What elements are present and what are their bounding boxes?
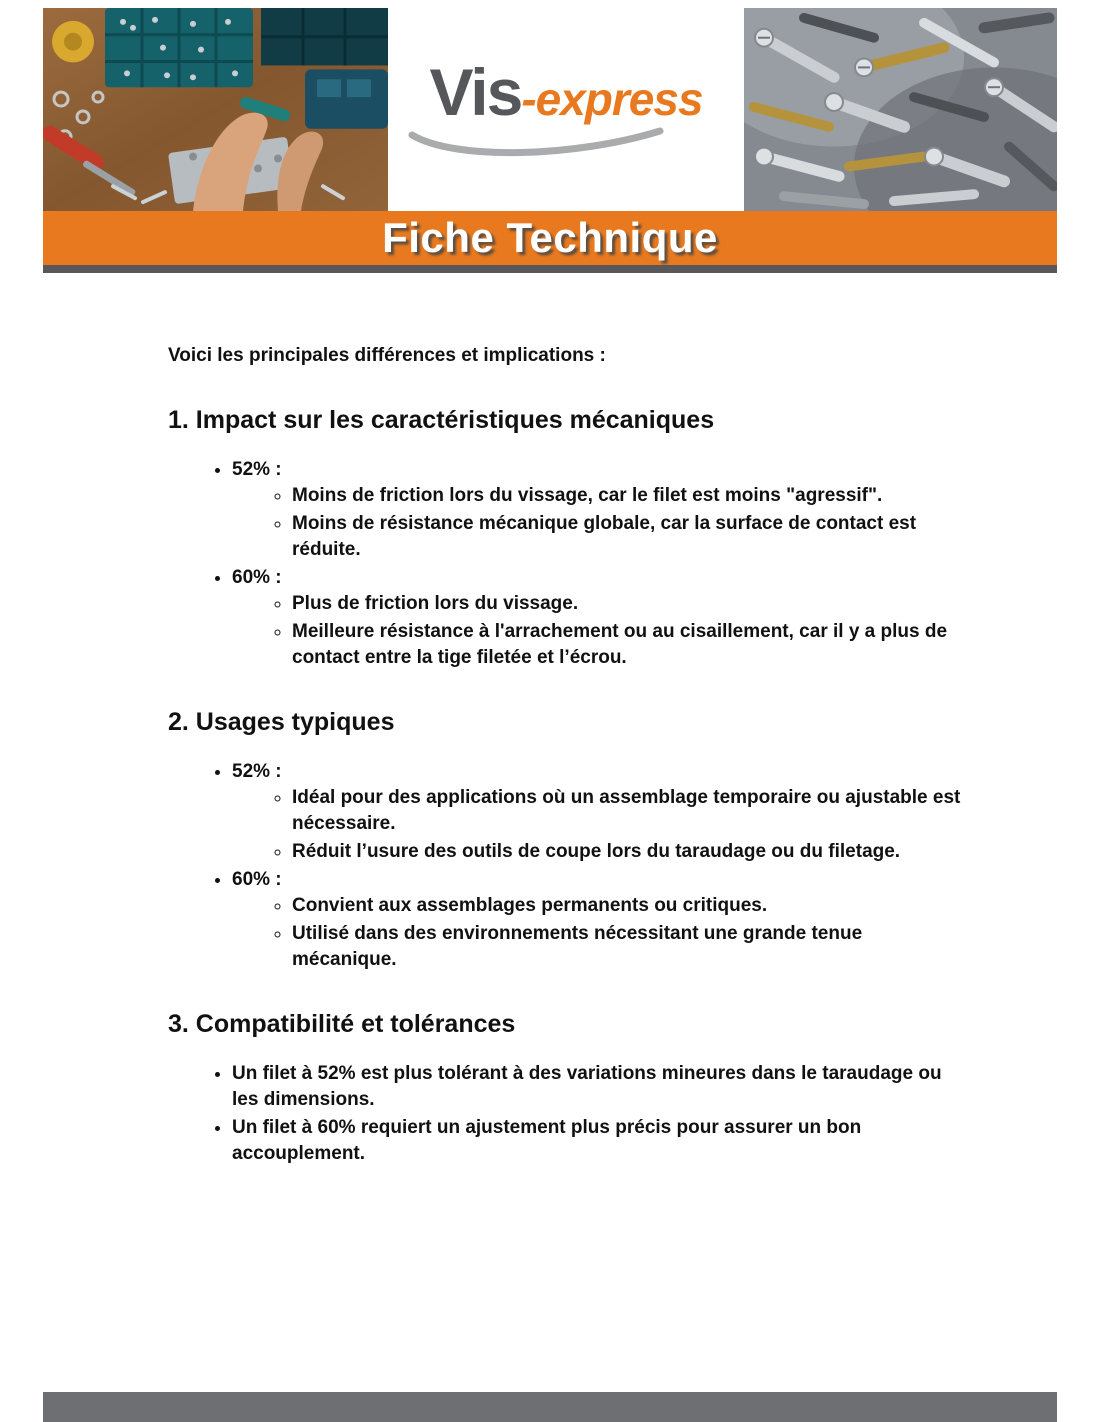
banner-shadow <box>43 265 1057 273</box>
logo <box>388 8 744 211</box>
logo-text <box>429 54 703 129</box>
sublist <box>232 893 971 973</box>
header <box>43 8 1057 211</box>
list-subitem: ◦ Réduit l’usure des outils de coupe lors du taraudage ou du filetage. <box>292 839 971 865</box>
section-list <box>168 759 971 973</box>
section-list <box>168 1061 971 1167</box>
document-body <box>43 273 1057 1167</box>
screws-photo-illustration <box>744 8 1057 211</box>
list-subitem: ◦ Idéal pour des applications où un assemblage temporaire ou ajustable est nécessaire. <box>292 785 971 837</box>
logo-swoosh-icon <box>406 127 666 161</box>
list-item <box>232 565 971 671</box>
list-item-label: 60% : <box>232 567 282 588</box>
list-item-label: 52% : <box>232 459 282 480</box>
list-subitem: ◦ Moins de friction lors du vissage, car le filet est moins "agressif". <box>292 483 971 509</box>
logo-text-express: -express <box>521 72 703 125</box>
banner <box>43 211 1057 265</box>
section-title: 2. Usages typiques <box>168 708 395 736</box>
list-subitem: ◦ Plus de friction lors du vissage. <box>292 591 971 617</box>
sublist <box>232 483 971 563</box>
banner-title: Fiche Technique <box>382 214 718 261</box>
list-subitem: ◦ Moins de résistance mécanique globale, car la surface de contact est réduite. <box>292 511 971 563</box>
list-subitem: ◦ Utilisé dans des environnements nécessitant une grande tenue mécanique. <box>292 921 971 973</box>
sublist <box>232 785 971 865</box>
sublist <box>232 591 971 671</box>
list-item: • Un filet à 60% requiert un ajustement plus précis pour assurer un bon accouplement. <box>232 1115 971 1167</box>
list-item-label: 60% : <box>232 869 282 890</box>
section-title: 1. Impact sur les caractéristiques mécaniques <box>168 406 715 434</box>
list-item-label: 52% : <box>232 761 282 782</box>
screws-photo <box>744 8 1057 211</box>
list-item <box>232 457 971 563</box>
page-content <box>43 8 1057 1167</box>
workbench-photo-illustration <box>43 8 388 211</box>
workbench-photo <box>43 8 388 211</box>
section-title: 3. Compatibilité et tolérances <box>168 1010 516 1038</box>
section-list <box>168 457 971 671</box>
logo-text-vis: Vis <box>429 54 522 129</box>
list-subitem: ◦ Meilleure résistance à l'arrachement ou au cisaillement, car il y a plus de contact entre la tige filetée et l’écrou. <box>292 619 971 671</box>
list-item: • Un filet à 52% est plus tolérant à des variations mineures dans le taraudage ou les dimensions. <box>232 1061 971 1113</box>
list-item <box>232 867 971 973</box>
intro-text: Voici les principales différences et implications : <box>168 345 606 366</box>
list-item <box>232 759 971 865</box>
footer-bar <box>43 1392 1057 1422</box>
list-subitem: ◦ Convient aux assemblages permanents ou critiques. <box>292 893 971 919</box>
